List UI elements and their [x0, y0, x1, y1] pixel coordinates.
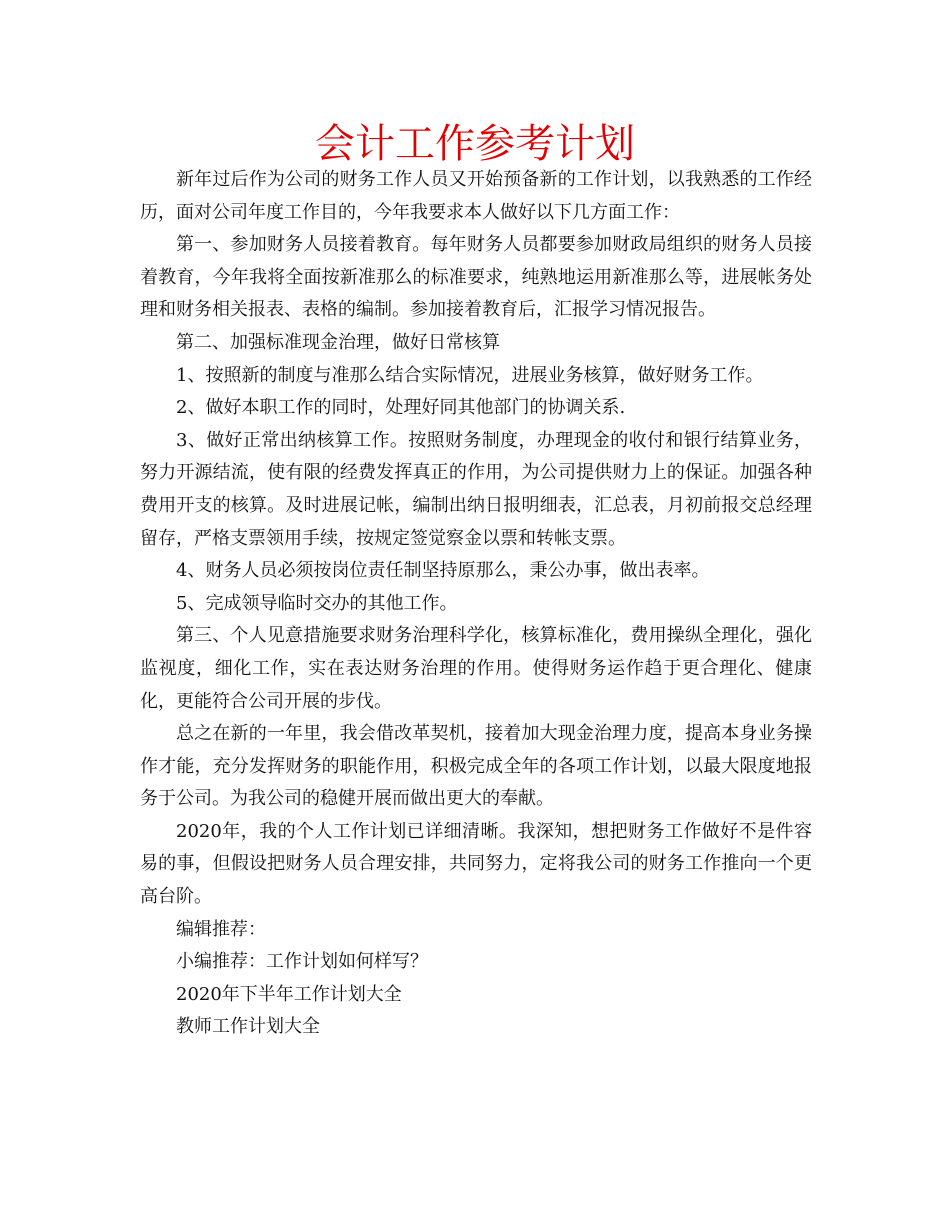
paragraph-first-point: 第一、参加财务人员接着教育。每年财务人员都要参加财政局组织的财务人员接着教育，今年我将全面按新准那么的标准要求，纯熟地运用新准那么等，进展帐务处理和财务相关报表、表格的编制。参加接着教育后，汇报学习情况报告。 — [140, 234, 812, 321]
paragraph-intro: 新年过后作为公司的财务工作人员又开始预备新的工作计划，以我熟悉的工作经历，面对公司年度工作目的，今年我要求本人做好以下几方面工作： — [140, 169, 812, 223]
document-body — [140, 164, 812, 1044]
paragraph-second-point-heading: 第二、加强标准现金治理，做好日常核算 — [176, 331, 500, 353]
recommend-link-second-half-plans[interactable]: 2020年下半年工作计划大全 — [176, 983, 402, 1005]
paragraph-closing: 2020年，我的个人工作计划已详细清晰。我深知，想把财务工作做好不是件容易的事，但假设把财务人员合理安排，共同努力，定将我公司的财务工作推向一个更高台阶。 — [140, 820, 812, 908]
paragraph-item-3: 3、做好正常出纳核算工作。按照财务制度，办理现金的收付和银行结算业务，努力开源结流，使有限的经费发挥真正的作用，为公司提供财力上的保证。加强各种费用开支的核算。及时进展记帐，编制出纳日报明细表，汇总表，月初前报交总经理留存，严格支票领用手续，按规定签觉察金以票和转帐支票。 — [140, 429, 812, 549]
editor-recommend-label: 编辑推荐： — [176, 918, 266, 940]
paragraph-item-2: 2、做好本职工作的同时，处理好同其他部门的协调关系. — [176, 397, 626, 419]
paragraph-item-1: 1、按照新的制度与准那么结合实际情况，进展业务核算，做好财务工作。 — [176, 364, 764, 386]
recommend-link-how-to-write[interactable]: 小编推荐：工作计划如何样写？ — [176, 951, 428, 973]
document-title: 会计工作参考计划 — [315, 121, 635, 167]
paragraph-item-4: 4、财务人员必须按岗位责任制坚持原那么，秉公办事，做出表率。 — [176, 560, 710, 582]
recommend-link-teacher-plans[interactable]: 教师工作计划大全 — [176, 1016, 320, 1038]
paragraph-item-5: 5、完成领导临时交办的其他工作。 — [176, 592, 458, 614]
paragraph-summary: 总之在新的一年里，我会借改革契机，接着加大现金治理力度，提高本身业务操作才能，充分发挥财务的职能作用，积极完成全年的各项工作计划，以最大限度地报务于公司。为我公司的稳健开展而做出更大的奉献。 — [140, 723, 812, 810]
paragraph-third-point: 第三、个人见意措施要求财务治理科学化，核算标准化，费用操纵全理化，强化监视度，细化工作，实在表达财务治理的作用。使得财务运作趋于更合理化、健康化，更能符合公司开展的步伐。 — [140, 625, 812, 712]
